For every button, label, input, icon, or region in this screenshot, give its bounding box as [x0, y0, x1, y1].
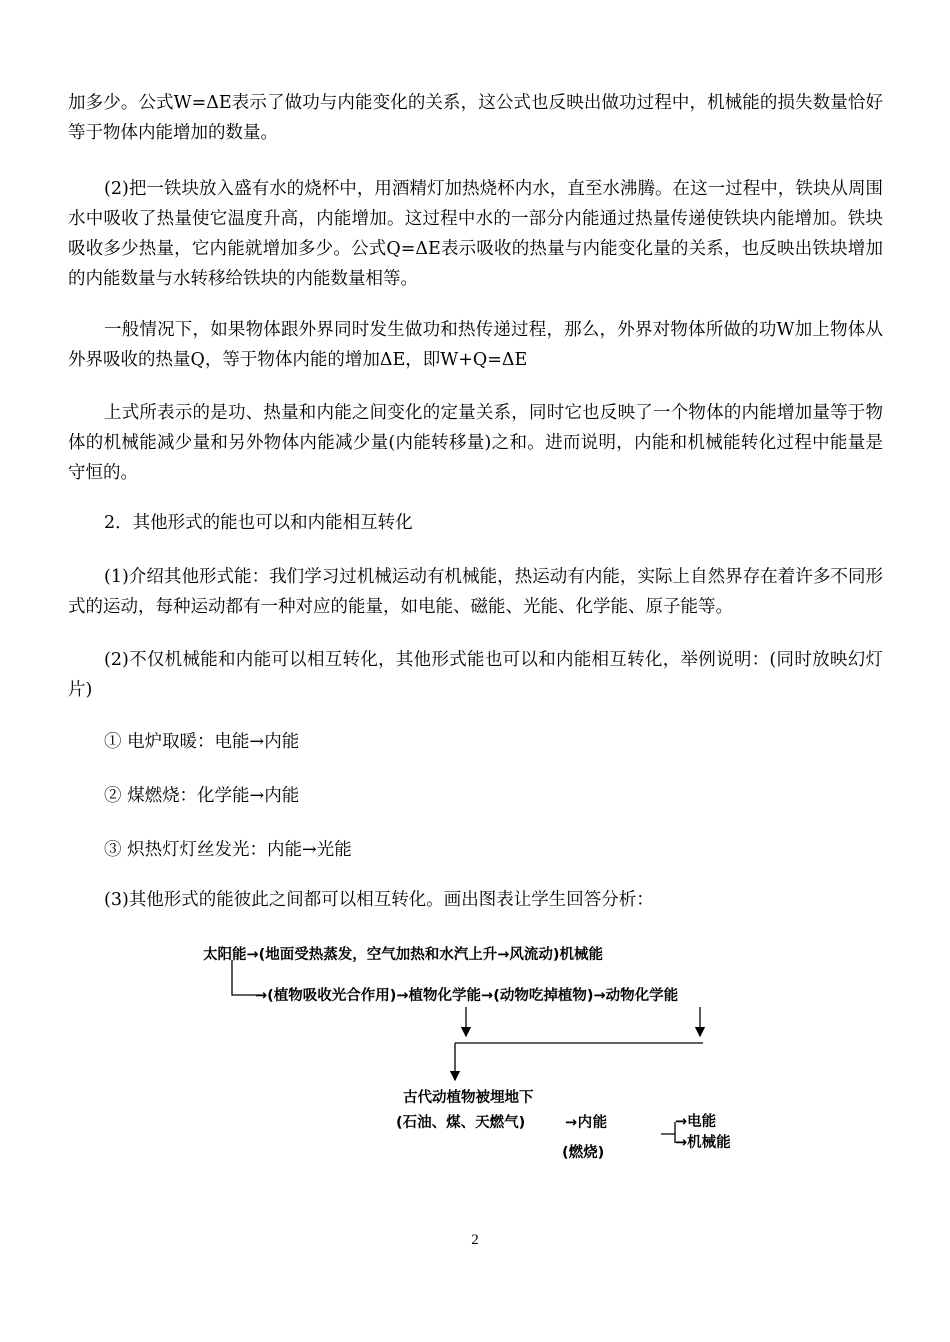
- diagram-burning-label: (燃烧): [562, 1145, 605, 1161]
- paragraph-7: (3)其他形式的能彼此之间都可以相互转化。画出图表让学生回答分析：: [104, 890, 654, 910]
- page-number: 2: [471, 1232, 479, 1248]
- diagram-row-plant-animal: →(植物吸收光合作用)→植物化学能→(动物吃掉植物)→动物化学能: [255, 988, 679, 1004]
- section-heading: 2．其他形式的能也可以和内能相互转化: [104, 513, 413, 533]
- paragraph-6: (2)不仅机械能和内能可以相互转化，其他形式能也可以和内能相互转化，举例说明：(同时放映幻灯片): [68, 650, 883, 700]
- diagram-row-solar: 太阳能→(地面受热蒸发，空气加热和水汽上升→风流动)机械能: [203, 947, 604, 963]
- diagram-electric-energy: →电能: [675, 1114, 717, 1130]
- paragraph-2: (2)把一铁块放入盛有水的烧杯中，用酒精灯加热烧杯内水，直至水沸腾。在这一过程中，铁块从周围水中吸收了热量使它温度升高，内能增加。这过程中水的一部分内能通过热量传递使铁块内能增加。铁块吸收多少热量，它内能就增加多少。公式Q=ΔE表示吸收的热量与内能变化量的关系，也反映出铁块增加的内能数量与水转移给铁块的内能数量相等。: [68, 179, 883, 289]
- paragraph-4: 上式所表示的是功、热量和内能之间变化的定量关系，同时它也反映了一个物体的内能增加量等于物体的机械能减少量和另外物体内能减少量(内能转移量)之和。进而说明，内能和机械能转化过程中能量是守恒的。: [68, 403, 883, 483]
- diagram-fuels-label: (石油、煤、天燃气): [396, 1115, 526, 1131]
- paragraph-5: (1)介绍其他形式能：我们学习过机械运动有机械能，热运动有内能，实际上自然界存在着许多不同形式的运动，每种运动都有一种对应的能量，如电能、磁能、光能、化学能、原子能等。: [68, 567, 883, 617]
- example-1: ① 电炉取暖：电能→内能: [104, 732, 300, 752]
- branch-connector: [661, 1122, 675, 1143]
- diagram-buried-label: 古代动植物被埋地下: [403, 1090, 534, 1106]
- example-3: ③ 炽热灯灯丝发光：内能→光能: [104, 840, 352, 860]
- diagram-internal-energy: →内能: [565, 1115, 608, 1131]
- paragraph-1: 加多少。公式W=ΔE表示了做功与内能变化的关系，这公式也反映出做功过程中，机械能的损失数量恰好等于物体内能增加的数量。: [68, 93, 883, 143]
- example-2: ② 煤燃烧：化学能→内能: [104, 786, 300, 806]
- diagram-mechanical-energy: →机械能: [675, 1135, 731, 1151]
- paragraph-3: 一般情况下，如果物体跟外界同时发生做功和热传递过程，那么，外界对物体所做的功W加上物体从外界吸收的热量Q，等于物体内能的增加ΔE，即W+Q=ΔE: [68, 320, 883, 370]
